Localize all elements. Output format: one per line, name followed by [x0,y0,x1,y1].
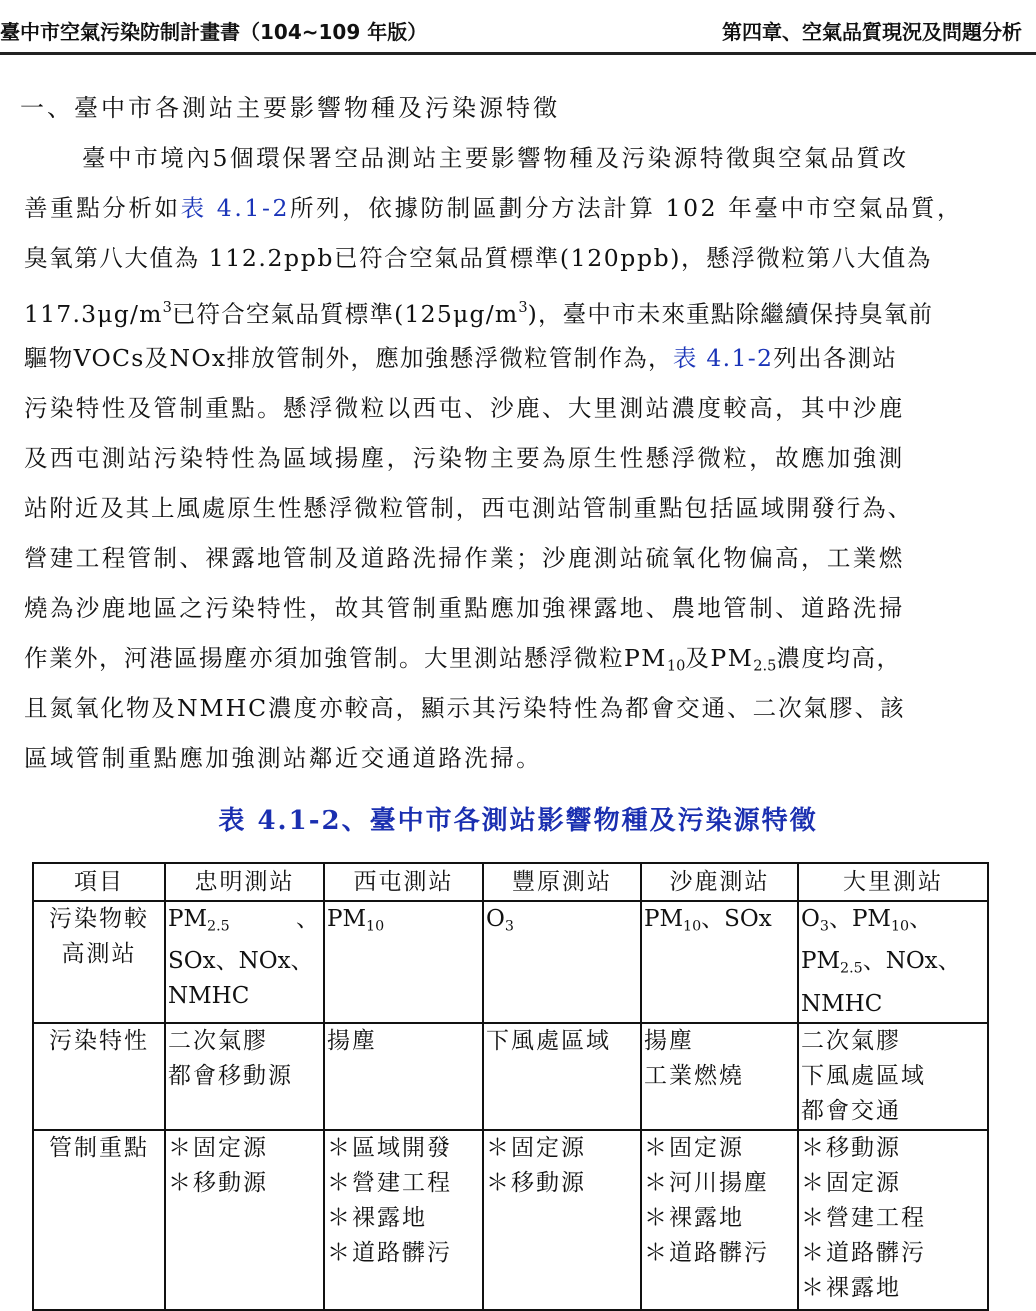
text-run: 善重點分析如 [24,194,181,222]
page-header [0,0,1036,60]
text-run: 臺中市境內5個環保署空品測站主要影響物種及污染源特徵與空氣品質改 [82,144,909,172]
table-cell [641,1023,798,1130]
cell-line: 二次氣膠 [801,1027,901,1054]
header-divider [0,52,1036,55]
paragraph-line [24,133,1020,183]
row-header: 污染特性 [33,1023,165,1130]
table-cell [324,1130,483,1310]
cell-line: ＊移動源 [168,1169,268,1196]
paragraph-line [24,183,1020,233]
body-paragraph [24,133,1020,783]
subscript: 10 [683,918,702,935]
cell-line: 下風處區域 [486,1027,611,1054]
text-run: 已符合空氣品質標準(125μg/m [171,300,519,329]
table-cell [641,1130,798,1310]
text-run: )，臺中市未來重點除繼續保持臭氧前 [527,300,934,329]
text-run: 作業外，河港區揚塵亦須加強管制。大里測站懸浮微粒PM [24,644,667,672]
paragraph-line [24,483,1020,533]
row-header [33,901,165,1023]
paragraph-line [24,433,1020,483]
cell-line [801,944,985,986]
document-title: 臺中市空氣污染防制計畫書（104~109 年版） [0,20,428,44]
text-run: 臭氧第八大值為 112.2ppb已符合空氣品質標準(120ppb)，懸浮微粒第八大值為 [24,244,932,272]
text-run: PM [644,906,684,932]
chapter-title: 第四章、空氣品質現況及問題分析 [722,20,1022,44]
text-run: 、SOx [701,906,772,932]
text-run: 、NOx、 [862,948,961,975]
table-cell [483,1023,641,1130]
superscript: 3 [162,299,172,316]
paragraph-line [24,733,1020,783]
subscript: 10 [666,657,686,675]
text-run: 、PM [828,906,891,932]
table-row [33,901,988,1023]
cell-line: ＊裸露地 [644,1204,744,1231]
row-header-line: 污染物較 [49,906,149,932]
cell-line: 下風處區域 [801,1062,926,1089]
subscript: 3 [504,918,514,935]
cell-line: ＊道路髒污 [327,1239,452,1266]
text-run: 燒為沙鹿地區之污染特性，故其管制重點應加強裸露地、農地管制、道路洗掃 [24,594,905,622]
cell-line [327,902,480,944]
section-heading: 一、臺中市各測站主要影響物種及污染源特徵 [20,94,560,122]
table-cell [483,901,641,1023]
table-cell [798,1023,988,1130]
column-header: 大里測站 [798,863,988,901]
table-cell [324,1023,483,1130]
table-cell [324,901,483,1023]
cell-line: ＊固定源 [644,1134,744,1161]
text-run: 驅物VOCs及NOx排放管制外，應加強懸浮微粒管制作為， [24,344,673,372]
paragraph-line [24,233,1020,283]
station-characteristics-table [32,862,989,1311]
column-header: 豐原測站 [483,863,641,901]
cell-line [486,902,638,944]
cell-line [168,902,321,944]
cell-line: ＊固定源 [801,1169,901,1196]
table-reference-link[interactable]: 表 4.1-2 [672,344,774,372]
table-cell [798,1130,988,1310]
subscript: 3 [819,918,829,935]
text-run: PM [168,906,208,932]
table-caption: 表 4.1-2、臺中市各測站影響物種及污染源特徵 [218,806,818,836]
cell-line: SOx、NOx、 [168,948,314,975]
cell-line: 揚塵 [644,1027,694,1054]
cell-line: 都會交通 [801,1097,901,1124]
table-row [33,1130,988,1310]
text-run: O [801,906,820,932]
subscript: 10 [366,918,385,935]
text-run: 站附近及其上風處原生性懸浮微粒管制，西屯測站管制重點包括區域開發行為、 [24,494,913,522]
cell-line: NMHC [801,990,883,1017]
superscript: 3 [518,299,528,316]
text-run: 所列，依據防制區劃分方法計算 102 年臺中市空氣品質， [290,194,964,222]
cell-line: NMHC [168,983,250,1010]
subscript: 2.5 [840,960,863,977]
paragraph-line [24,683,1020,733]
column-header: 忠明測站 [165,863,324,901]
cell-line: ＊營建工程 [327,1169,452,1196]
cell-line: ＊移動源 [801,1134,901,1161]
row-header: 管制重點 [33,1130,165,1310]
row-header-line: 高測站 [61,941,137,967]
text-run: PM [327,906,367,932]
table-cell [798,901,988,1023]
paragraph-line [24,283,1020,333]
cell-line: 工業燃燒 [644,1062,744,1089]
text-run: 列出各測站 [773,344,898,372]
cell-line: ＊裸露地 [327,1204,427,1231]
cell-line: 都會移動源 [168,1062,293,1089]
column-header: 沙鹿測站 [641,863,798,901]
paragraph-line [24,583,1020,633]
table-cell [641,901,798,1023]
text-run: O [486,906,505,932]
text-run: 及西屯測站污染特性為區域揚塵，污染物主要為原生性懸浮微粒，故應加強測 [24,444,905,472]
cell-line [644,902,795,944]
text-run: 及PM [685,644,754,672]
cell-line: ＊道路髒污 [644,1239,769,1266]
table-header-row [33,863,988,901]
table-reference-link[interactable]: 表 4.1-2 [180,194,291,222]
text-run: 117.3μg/m [24,300,163,329]
cell-line: ＊固定源 [486,1134,586,1161]
cell-line [801,902,985,944]
paragraph-line [24,633,1020,683]
cell-line: ＊移動源 [486,1169,586,1196]
text-run: 且氮氧化物及NMHC濃度亦較高，顯示其污染特性為都會交通、二次氣膠、該 [24,694,906,722]
text-run: 營建工程管制、裸露地管制及道路洗掃作業；沙鹿測站硫氧化物偏高，工業燃 [24,544,905,572]
text-run: 污染特性及管制重點。懸浮微粒以西屯、沙鹿、大里測站濃度較高，其中沙鹿 [24,394,905,422]
paragraph-line [24,533,1020,583]
table-cell [165,1023,324,1130]
text-run: 、 [296,906,319,932]
text-run: PM [801,948,841,975]
subscript: 10 [890,918,910,935]
table-cell [165,1130,324,1310]
cell-line: ＊區域開發 [327,1134,452,1161]
cell-line: ＊道路髒污 [801,1239,926,1266]
table-cell [165,901,324,1023]
column-header: 項目 [33,863,165,901]
subscript: 2.5 [207,918,230,935]
cell-line: ＊營建工程 [801,1204,926,1231]
table-cell [483,1130,641,1310]
cell-line: ＊河川揚塵 [644,1169,769,1196]
cell-line: 二次氣膠 [168,1027,268,1054]
paragraph-line [24,333,1020,383]
text-run: 、 [909,906,933,932]
cell-line: 揚塵 [327,1027,377,1054]
cell-line: ＊固定源 [168,1134,268,1161]
table-row [33,1023,988,1130]
subscript: 2.5 [753,657,777,675]
text-run: 濃度均高， [776,644,902,672]
paragraph-line [24,383,1020,433]
cell-line: ＊裸露地 [801,1274,901,1301]
text-run: 區域管制重點應加強測站鄰近交通道路洗掃。 [24,744,542,772]
column-header: 西屯測站 [324,863,483,901]
